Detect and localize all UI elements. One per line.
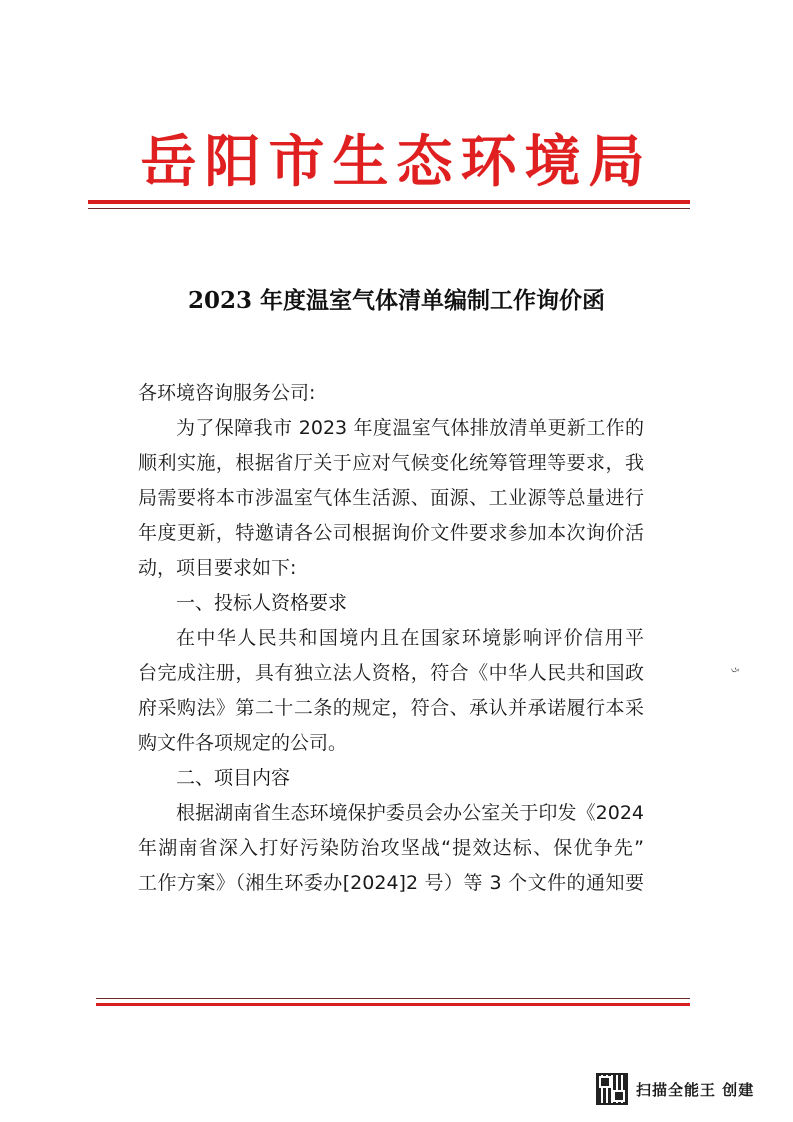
intro-line: 为了保障我市 2023 年度温室气体排放清单更新工作的 <box>176 417 644 439</box>
section-2-line: 年湖南省深入打好污染防治攻坚战“提效达标、保优争先” <box>138 837 644 859</box>
salutation: 各环境咨询服务公司: <box>138 382 316 404</box>
footer-red-rule <box>96 1003 690 1006</box>
letterhead-thin-rule <box>88 208 690 209</box>
section-2-line: 工作方案》（湘生环委办[2024]2 号）等 3 个文件的通知要 <box>138 872 644 894</box>
section-1-line: 购文件各项规定的公司。 <box>138 732 348 754</box>
section-1-line: 在中华人民共和国境内且在国家环境影响评价信用平 <box>176 627 644 649</box>
letterhead-org-name: 岳阳市生态环境局 <box>140 129 653 195</box>
document-title: 2023 年度温室气体清单编制工作询价函 <box>187 287 606 314</box>
margin-handwriting-mark: ぅ <box>729 664 743 676</box>
section-1-line: 台完成注册，具有独立法人资格，符合《中华人民共和国政 <box>138 662 644 684</box>
scanner-watermark <box>596 1073 754 1105</box>
letterhead-red-rule <box>88 200 690 204</box>
document-body <box>138 376 644 901</box>
footer-thin-rule <box>96 998 690 999</box>
intro-line: 动，项目要求如下: <box>138 557 297 579</box>
section-2-line: 根据湖南省生态环境保护委员会办公室关于印发《2024 <box>176 802 644 824</box>
section-1-line: 府采购法》第二十二条的规定，符合、承认并承诺履行本采 <box>138 697 644 719</box>
intro-line: 年度更新，特邀请各公司根据询价文件要求参加本次询价活 <box>138 522 644 544</box>
watermark-text: 扫描全能王 创建 <box>636 1080 755 1099</box>
qr-code-icon <box>596 1073 628 1105</box>
intro-line: 顺利实施，根据省厅关于应对气候变化统筹管理等要求，我 <box>138 452 644 474</box>
section-1-heading: 一、投标人资格要求 <box>176 592 348 614</box>
intro-line: 局需要将本市涉温室气体生活源、面源、工业源等总量进行 <box>138 487 644 509</box>
section-2-heading: 二、项目内容 <box>176 767 291 789</box>
